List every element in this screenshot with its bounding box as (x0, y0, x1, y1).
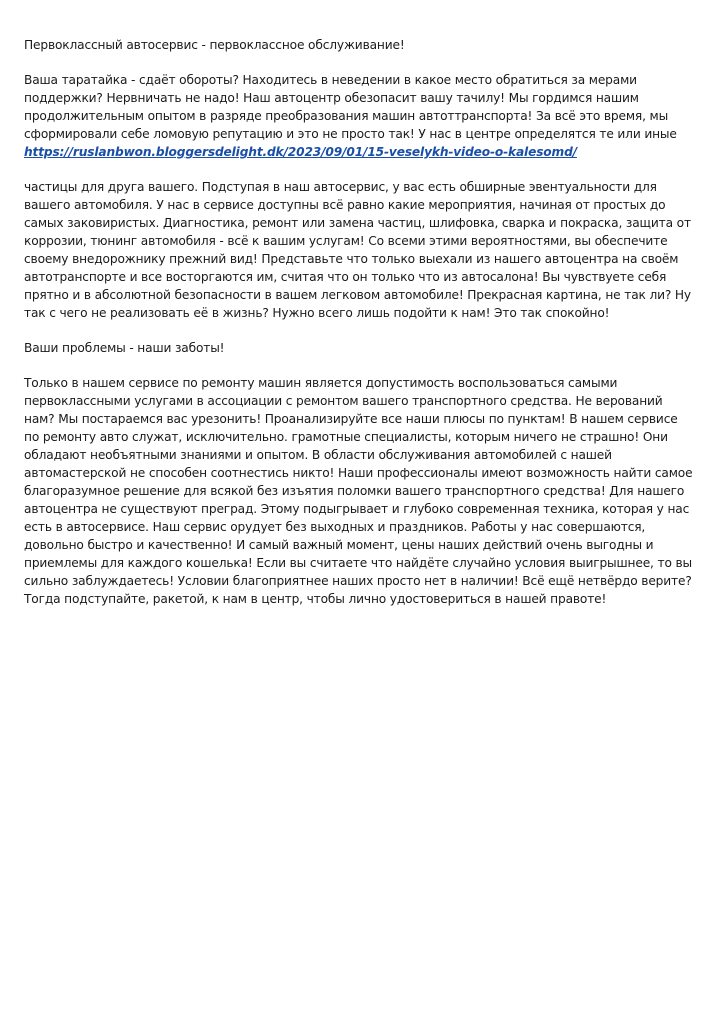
paragraph-advantages: Только в нашем сервисе по ремонту машин является допустимость воспользоваться самыми первоклассными услугами в ассоциации с ремонтом вашего транспортного средства. Не верований нам? Мы постараемся вас урезонить! Проанализируйте все наши плюсы по пунктам! В нашем сервисе по ремонту авто служат, исключительно. грамотные специалисты, которым ничего не страшно! Они обладают необъятными знаниями и опытом. В области обслуживания автомобилей с нашей автомастерской не способен соотнестись никто! Наши профессионалы имеют возможность найти самое благоразумное решение для всякой без изъятия поломки вашего транспортного средства! Для нашего автоцентра не существуют преград. Этому подыгрывает и глубоко современная техника, которая у нас есть в автосервисе. Наш сервис орудует без выходных и праздников. Работы у нас совершаются, довольно быстро и качественно! И самый важный момент, цены наших действий очень выгодны и приемлемы для каждого кошелька! Если вы считаете что найдёте случайно условия выигрышнее, то вы сильно заблуждаетесь! Условии благоприятнее наших просто нет в наличии! Всё ещё нетвёрдо верите? Тогда подступайте, ракетой, к нам в центр, чтобы лично удостовериться в нашей правоте! (24, 376, 693, 606)
paragraph-intro (24, 71, 696, 161)
paragraph-services: частицы для друга вашего. Подступая в наш автосервис, у вас есть обширные эвентуальности для вашего автомобиля. У нас в сервисе доступны всё равно какие мероприятия, начиная от простых до самых заковиристых. Диагностика, ремонт или замена частиц, шлифовка, сварка и покраска, защита от коррозии, тюнинг автомобиля - всё к вашим услугам! Со всеми этими вероятностями, вы обеспечите своему внедорожнику прежний вид! Представьте что только выехали из нашего автоцентра на своём автотранспорте и все восторгаются им, считая что он только что из автосалона! Вы чувствуете себя прятно и в абсолютной безопасности в вашем легковом автомобиле! Прекрасная картина, не так ли? Ну так с чего не реализовать её в жизнь? Нужно всего лишь подойти к нам! Это так спокойно! (24, 180, 691, 320)
document-title: Первоклассный автосервис - первоклассное обслуживание! (24, 38, 405, 52)
document-body (24, 36, 696, 625)
paragraph-intro-text: Ваша таратайка - сдаёт обороты? Находитесь в неведении в какое место обратиться за мерами поддержки? Нервничать не надо! Наш автоцентр обезопасит вашу тачилу! Мы гордимся нашим продолжительным опытом в разряде преобразования машин автоттранспорта! За всё это время, мы сформировали себе ломовую репутацию и это не просто так! У нас в центре определятся те или иные (24, 73, 677, 141)
blog-link[interactable]: https://ruslanbwon.bloggersdelight.dk/2023/09/01/15-veselykh-video-o-kalesomd/ (24, 145, 577, 159)
section-subtitle: Ваши проблемы - наши заботы! (24, 341, 225, 355)
